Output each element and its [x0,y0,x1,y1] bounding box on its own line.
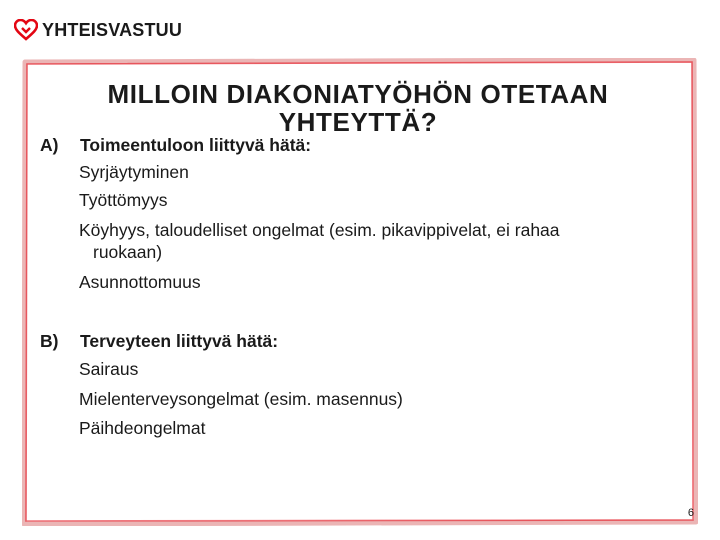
list-item: Työttömyys [79,190,168,210]
list-item: Asunnottomuus [79,272,201,292]
slide-title: MILLOIN DIAKONIATYÖHÖN OTETAAN YHTEYTTÄ? [107,79,609,137]
section-heading-text: Terveyteen liittyvä hätä: [80,331,279,351]
list-item: Syrjäytyminen [79,162,189,182]
section-a-heading [40,135,311,156]
list-item: Köyhyys, taloudelliset ongelmat (esim. pikavippivelat, ei rahaa [79,220,560,240]
brand-name: YHTEISVASTUU [42,19,183,40]
list-item-continuation: ruokaan) [93,242,163,262]
section-heading-text: Toimeentuloon liittyvä hätä: [80,135,312,155]
section-b-heading [40,331,278,352]
section-letter: B) [40,331,59,351]
list-item: Päihdeongelmat [79,418,206,438]
list-item: Mielenterveysongelmat (esim. masennus) [79,389,403,409]
brand-logo [14,18,182,42]
list-item: Sairaus [79,359,139,379]
section-letter: A) [40,135,59,155]
page-number: 6 [687,507,694,519]
heart-logo-icon [14,19,38,41]
